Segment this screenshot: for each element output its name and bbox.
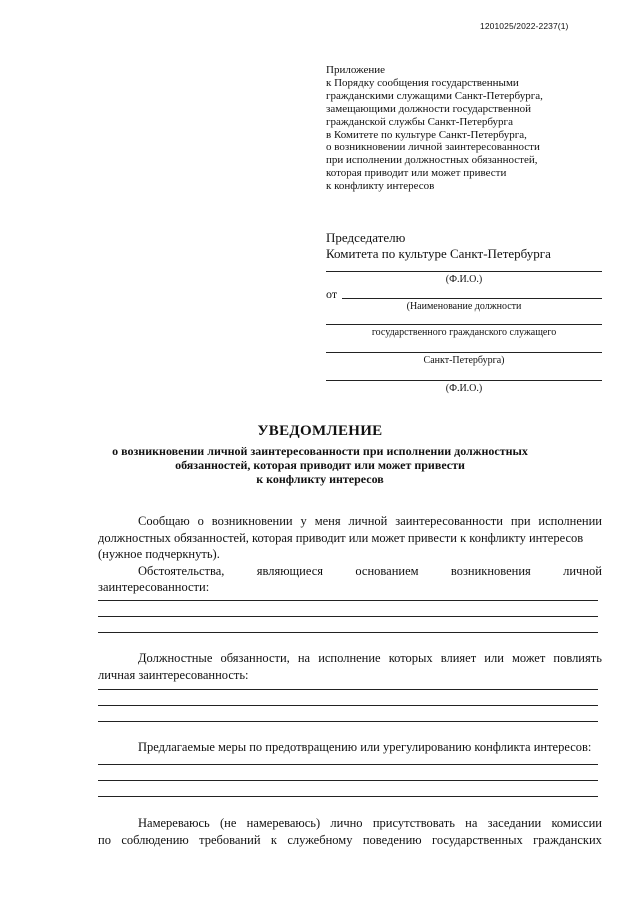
word: исполнение	[318, 651, 381, 665]
circumstances-fill-line[interactable]	[98, 616, 598, 617]
word: или	[484, 651, 504, 665]
appendix-line: к конфликту интересов	[326, 180, 435, 193]
notification-title: УВЕДОМЛЕНИЕ	[257, 423, 383, 439]
word: возникновения	[450, 563, 531, 578]
word: поведению	[362, 832, 422, 847]
word: Намереваюсь	[138, 816, 210, 830]
word: соблюдению	[121, 832, 189, 847]
position-caption-3: Санкт-Петербурга)	[423, 355, 505, 366]
subtitle-line: к конфликту интересов	[256, 472, 384, 486]
word: служебному	[287, 832, 353, 847]
word: Обстоятельства,	[138, 563, 225, 578]
duties-fill-line[interactable]	[98, 721, 598, 722]
appendix-line: которая приводит или может привести	[326, 167, 507, 180]
word: государственных	[432, 832, 523, 847]
word: влияет	[440, 651, 477, 665]
word: личной	[563, 563, 602, 578]
appendix-line: гражданской службы Санкт-Петербурга	[326, 115, 513, 128]
appendix-line: гражданскими служащими Санкт-Петербурга,	[326, 89, 543, 102]
duties-fill-line[interactable]	[98, 705, 598, 706]
appendix-line: в Комитете по культуре Санкт-Петербурга,	[326, 128, 527, 141]
notification-subtitle	[0, 444, 640, 486]
paragraph-measures	[98, 739, 602, 756]
fio-fill-line[interactable]	[326, 271, 602, 272]
word: гражданских	[533, 832, 602, 847]
word: присутствовать	[372, 816, 455, 830]
circumstances-fill-line[interactable]	[98, 632, 598, 633]
addressee-block	[326, 230, 551, 262]
word: Сообщаю	[138, 514, 190, 528]
position-caption-2: государственного гражданского служащего	[371, 327, 557, 338]
word: заседании	[487, 816, 542, 830]
addressee-organization: Комитета по культуре Санкт-Петербурга	[326, 246, 551, 261]
word: являющиеся	[256, 563, 324, 578]
circumstances-fill-line[interactable]	[98, 600, 598, 601]
justified-line	[98, 832, 602, 849]
appendix-line: о возникновении личной заинтересованности	[326, 141, 540, 154]
word: на	[465, 816, 478, 830]
word: комиссии	[551, 816, 602, 830]
paragraph-report	[98, 513, 602, 596]
word: личной	[348, 514, 388, 528]
word: у	[300, 514, 307, 528]
sender-fio-fill-line[interactable]	[326, 380, 602, 381]
word: при	[510, 514, 531, 528]
word: к	[270, 832, 277, 847]
document-number: 1201025/2022-2237(1)	[480, 21, 569, 31]
region-fill-line[interactable]	[326, 352, 602, 353]
word: заинтересованности	[395, 514, 503, 528]
paragraph-line: заинтересованности:	[98, 580, 210, 594]
word: о	[197, 514, 204, 528]
word: которых	[388, 651, 433, 665]
appendix-line: при исполнении должностных обязанностей,	[326, 154, 538, 167]
paragraph-line: Предлагаемые меры по предотвращению или урегулированию конфликта интересов:	[138, 740, 592, 754]
justified-line	[98, 513, 602, 530]
word: обязанности,	[220, 651, 290, 665]
appendix-block	[326, 64, 626, 193]
position-caption-1: (Наименование должности	[406, 301, 522, 312]
justified-line	[98, 650, 602, 667]
word: исполнении	[538, 514, 602, 528]
fio-caption: (Ф.И.О.)	[445, 274, 483, 285]
measures-fill-line[interactable]	[98, 780, 598, 781]
appendix-line: к Порядку сообщения государственными	[326, 76, 519, 89]
paragraph-line: (нужное подчеркнуть).	[98, 547, 220, 561]
word: Должностные	[138, 651, 213, 665]
appendix-line: замещающими должности государственной	[326, 102, 532, 115]
word: повлиять	[553, 651, 602, 665]
duties-fill-line[interactable]	[98, 689, 598, 690]
appendix-line: Приложение	[326, 64, 386, 76]
word: возникновении	[211, 514, 293, 528]
position-fill-line[interactable]	[342, 298, 602, 299]
justified-line	[98, 815, 602, 832]
subtitle-line: обязанностей, которая приводит или может привести	[175, 458, 465, 472]
service-fill-line[interactable]	[326, 324, 602, 325]
paragraph-intent	[98, 815, 602, 848]
word: лично	[330, 816, 363, 830]
word: требований	[199, 832, 261, 847]
from-label: от	[326, 287, 338, 301]
justified-line	[98, 563, 602, 580]
measures-fill-line[interactable]	[98, 796, 598, 797]
measures-fill-line[interactable]	[98, 764, 598, 765]
word: по	[98, 832, 111, 847]
word: на	[297, 651, 311, 665]
paragraph-duties	[98, 650, 602, 683]
paragraph-line: должностных обязанностей, которая приводит или может привести к конфликту интересов	[98, 530, 584, 545]
subtitle-line: о возникновении личной заинтересованности при исполнении должностных	[112, 444, 528, 458]
word: намереваюсь)	[246, 816, 321, 830]
addressee-title: Председателю	[326, 230, 406, 245]
paragraph-line: личная заинтересованность:	[98, 667, 249, 682]
sender-fio-caption: (Ф.И.О.)	[445, 383, 483, 394]
word: основанием	[355, 563, 419, 578]
word: меня	[314, 514, 341, 528]
word: (не	[219, 816, 237, 830]
word: может	[511, 651, 546, 665]
